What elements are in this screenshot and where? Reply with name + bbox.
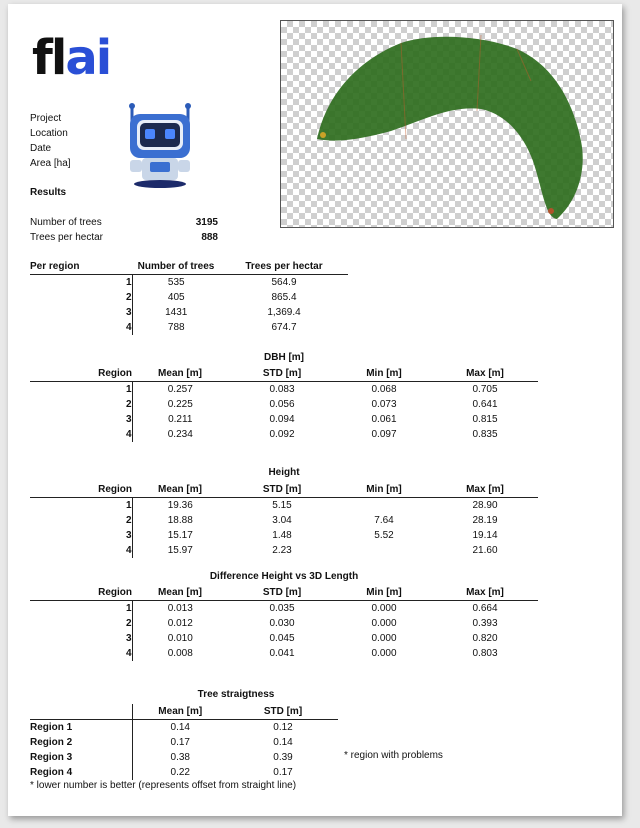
number-of-trees-value: 3195 [195, 217, 218, 228]
table-row [30, 290, 348, 305]
header-cell: Min [m] [336, 366, 432, 382]
table-row [30, 750, 338, 765]
table-cell: 5.52 [374, 530, 394, 541]
table-cell: 0.013 [167, 603, 193, 614]
table-cell: 0.030 [269, 618, 295, 629]
table-row [30, 528, 538, 543]
table-cell: 535 [167, 277, 185, 288]
table-cell: 0.010 [167, 633, 193, 644]
results-heading: Results [30, 187, 67, 198]
region-number: 4 [30, 320, 132, 335]
table-cell: 865.4 [271, 292, 297, 303]
header-cell: Min [m] [336, 585, 432, 601]
region-number: 3 [30, 412, 132, 427]
region-number: 2 [30, 513, 132, 528]
region-number: 3 [30, 305, 132, 320]
table-cell: 0.22 [170, 767, 190, 778]
table-row [30, 601, 538, 617]
table-cell: 0.012 [167, 618, 193, 629]
table-row [30, 720, 338, 736]
straightness-title: Tree straigtness [197, 689, 275, 700]
robot-mascot-icon [120, 98, 200, 190]
region-number: 2 [30, 290, 132, 305]
region-number: 3 [30, 528, 132, 543]
table-cell: 0.39 [273, 752, 293, 763]
table-cell: 0.835 [472, 429, 498, 440]
footnote: * lower number is better (represents offset from straight line) [30, 780, 297, 791]
table-cell: 0.045 [269, 633, 295, 644]
table-cell: 0.035 [269, 603, 295, 614]
region-number: 1 [30, 275, 132, 291]
table-cell: 0.815 [472, 414, 498, 425]
diff-title: Difference Height vs 3D Length [209, 571, 359, 582]
table-row [30, 498, 538, 514]
table-cell: 0.17 [170, 737, 190, 748]
table-cell: 0.000 [371, 603, 397, 614]
region-number: 2 [30, 616, 132, 631]
table-row [30, 513, 538, 528]
header-cell: STD [m] [228, 585, 336, 601]
trees-per-hectar-value: 888 [201, 232, 218, 243]
table-cell: 0.38 [170, 752, 190, 763]
region-label: Region 3 [30, 750, 132, 765]
number-of-trees-label: Number of trees [30, 217, 102, 228]
header-cell: Per region [30, 259, 132, 275]
table-row [30, 735, 338, 750]
table-cell: 0.000 [371, 633, 397, 644]
per-region-table [30, 259, 348, 335]
table-cell: 0.008 [167, 648, 193, 659]
header-cell: Mean [m] [132, 482, 228, 498]
table-cell: 0.225 [167, 399, 193, 410]
header-cell: Max [m] [432, 482, 538, 498]
table-cell: 15.17 [167, 530, 193, 541]
table-cell: 0.803 [472, 648, 498, 659]
table-cell: 0.094 [269, 414, 295, 425]
table-cell: 0.041 [269, 648, 295, 659]
table-cell: 0.211 [168, 414, 193, 425]
region-number: 1 [30, 382, 132, 398]
table-cell: 0.14 [170, 722, 190, 733]
problem-region-note: * region with problems [344, 750, 443, 761]
region-number: 4 [30, 543, 132, 558]
table-cell: 0.073 [371, 399, 397, 410]
table-cell: 788 [167, 322, 185, 333]
table-cell: 0.14 [273, 737, 293, 748]
header-cell: Max [m] [432, 585, 538, 601]
header-cell: STD [m] [228, 482, 336, 498]
header-cell: Region [30, 482, 132, 498]
forest-area-shape [281, 21, 613, 227]
region-number: 2 [30, 397, 132, 412]
table-row [30, 616, 538, 631]
header-cell: Region [30, 585, 132, 601]
region-number: 4 [30, 427, 132, 442]
header-cell: STD [m] [228, 366, 336, 382]
table-cell: 0.12 [273, 722, 293, 733]
table-cell: 674.7 [271, 322, 297, 333]
height-title: Height [268, 467, 300, 478]
table-cell: 21.60 [472, 545, 498, 556]
header-cell: STD [m] [228, 704, 338, 720]
table-cell: 0.257 [167, 384, 193, 395]
region-label: Region 1 [30, 720, 132, 736]
header-cell: Mean [m] [132, 585, 228, 601]
table-row [30, 543, 538, 558]
table-cell: 3.04 [272, 515, 292, 526]
table-row [30, 320, 348, 335]
table-cell: 0.705 [472, 384, 498, 395]
table-cell: 0.17 [273, 767, 293, 778]
table-cell: 19.14 [472, 530, 498, 541]
table-cell: 0.234 [167, 429, 193, 440]
straightness-table [30, 704, 338, 780]
table-cell: 0.820 [472, 633, 498, 644]
logo-fl: fl [32, 30, 66, 86]
table-row [30, 427, 538, 442]
table-cell: 28.19 [472, 515, 498, 526]
table-cell: 564.9 [271, 277, 297, 288]
table-cell: 0.068 [371, 384, 397, 395]
label-project: Project [30, 113, 62, 124]
region-number: 1 [30, 498, 132, 514]
table-cell: 1,369.4 [267, 307, 301, 318]
table-cell: 2.23 [272, 545, 292, 556]
table-cell: 0.393 [472, 618, 498, 629]
table-cell: 0.000 [371, 648, 397, 659]
table-cell: 28.90 [472, 500, 498, 511]
report-page [8, 4, 622, 816]
region-number: 3 [30, 631, 132, 646]
logo-ai: ai [65, 30, 111, 86]
region-number: 4 [30, 646, 132, 661]
table-cell: 7.64 [374, 515, 394, 526]
table-cell: 1431 [165, 307, 188, 318]
table-row [30, 412, 538, 427]
table-row [30, 631, 538, 646]
table-cell: 0.092 [269, 429, 295, 440]
header-cell: Trees per hectar [220, 259, 348, 275]
table-row [30, 397, 538, 412]
table-cell: 0.083 [269, 384, 295, 395]
table-cell: 18.88 [167, 515, 193, 526]
table-cell: 0.664 [472, 603, 498, 614]
table-row [30, 646, 538, 661]
table-cell: 405 [167, 292, 185, 303]
header-cell: Max [m] [432, 366, 538, 382]
table-cell [336, 543, 432, 558]
header-cell: Mean [m] [132, 366, 228, 382]
height-table [30, 482, 538, 558]
label-date: Date [30, 143, 52, 154]
header-cell [30, 704, 132, 720]
header-cell: Number of trees [132, 259, 220, 275]
diff-table [30, 585, 538, 661]
table-cell: 1.48 [272, 530, 292, 541]
region-label: Region 2 [30, 735, 132, 750]
header-cell: Min [m] [336, 482, 432, 498]
table-cell: 0.641 [472, 399, 498, 410]
label-area: Area [ha] [30, 158, 71, 169]
region-number: 1 [30, 601, 132, 617]
label-location: Location [30, 128, 68, 139]
trees-per-hectar-label: Trees per hectar [30, 232, 103, 243]
table-row [30, 275, 348, 291]
table-cell: 0.097 [371, 429, 397, 440]
forest-map-image [280, 20, 614, 228]
flai-logo [32, 32, 110, 84]
table-cell: 15.97 [167, 545, 193, 556]
table-cell: 0.056 [269, 399, 295, 410]
table-cell: 19.36 [167, 500, 193, 511]
header-cell: Mean [m] [132, 704, 228, 720]
table-cell: 0.000 [371, 618, 397, 629]
table-cell: 5.15 [272, 500, 292, 511]
table-cell: 0.061 [371, 414, 397, 425]
table-row [30, 305, 348, 320]
region-label: Region 4 [30, 765, 132, 780]
table-row [30, 382, 538, 398]
dbh-table [30, 366, 538, 442]
header-cell: Region [30, 366, 132, 382]
dbh-title: DBH [m] [264, 352, 304, 363]
table-cell [336, 498, 432, 514]
